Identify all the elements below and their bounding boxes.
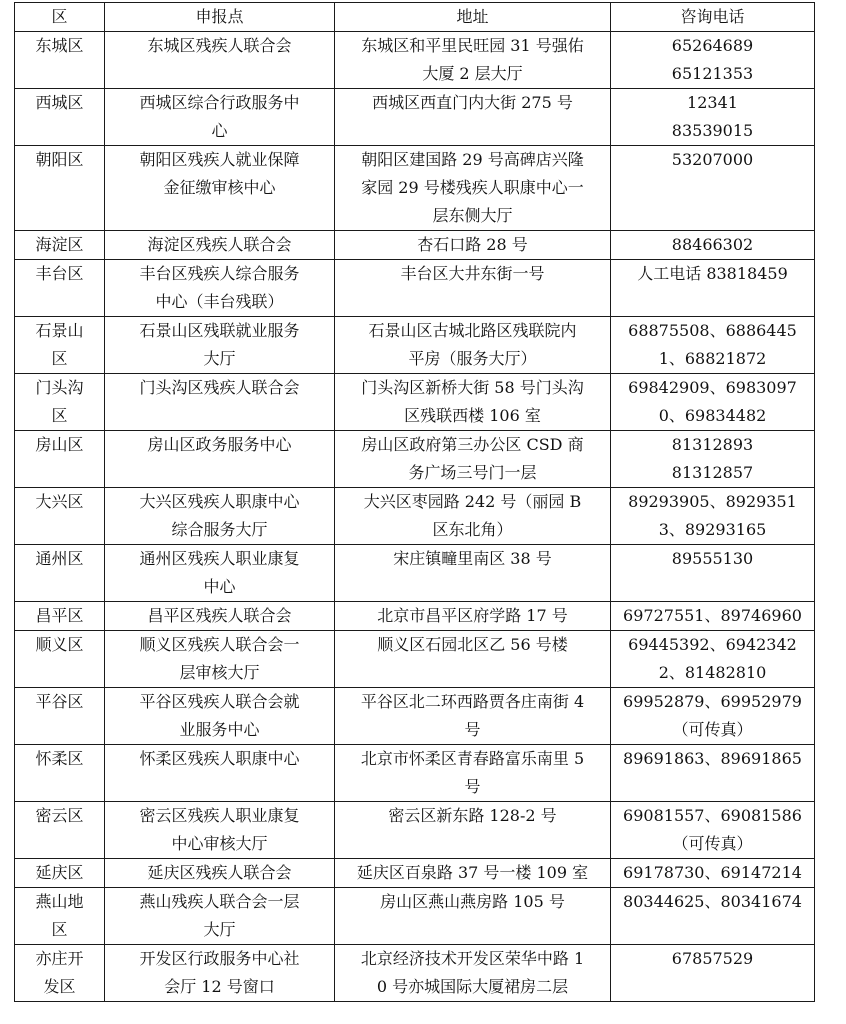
cell-district — [15, 888, 105, 945]
cell-office-line: 房山区政务服务中心 — [147, 435, 292, 454]
cell-address — [335, 260, 611, 317]
cell-office-line: 延庆区残疾人联合会 — [147, 863, 292, 882]
cell-phone-line: 67857529 — [671, 949, 754, 968]
cell-phone — [611, 888, 815, 945]
cell-office — [105, 374, 335, 431]
cell-phone — [611, 231, 815, 260]
cell-address — [335, 631, 611, 688]
cell-address — [335, 945, 611, 1002]
cell-office-line: 中心审核大厅 — [171, 834, 268, 853]
cell-address-line: 西城区西直门内大街 275 号 — [372, 93, 573, 112]
cell-office — [105, 260, 335, 317]
cell-district-line: 通州区 — [35, 549, 84, 568]
table-row — [15, 89, 815, 146]
cell-district-line: 房山区 — [35, 435, 84, 454]
cell-phone-line: 89293905、8929351 — [628, 492, 797, 511]
cell-address-line: 0 号亦城国际大厦裙房二层 — [376, 977, 569, 996]
cell-district-line: 门头沟 — [35, 378, 84, 397]
cell-district — [15, 802, 105, 859]
cell-office-line: 怀柔区残疾人职康中心 — [139, 749, 300, 768]
cell-office-line: 大厅 — [203, 349, 236, 368]
cell-phone-line: 80344625、80341674 — [623, 892, 802, 911]
cell-office — [105, 631, 335, 688]
cell-address-line: 门头沟区新桥大街 58 号门头沟 — [361, 378, 584, 397]
cell-district — [15, 317, 105, 374]
cell-address — [335, 745, 611, 802]
cell-phone-line: 65264689 — [671, 36, 754, 55]
cell-office — [105, 688, 335, 745]
cell-office-line: 东城区残疾人联合会 — [147, 36, 292, 55]
cell-district — [15, 488, 105, 545]
cell-office-line: 朝阳区残疾人就业保障 — [139, 150, 300, 169]
cell-office-line: 会厅 12 号窗口 — [164, 977, 275, 996]
cell-district-line: 燕山地 — [35, 892, 84, 911]
cell-district — [15, 231, 105, 260]
table-row — [15, 545, 815, 602]
table-row — [15, 688, 815, 745]
cell-address-line: 宋庄镇疃里南区 38 号 — [393, 549, 552, 568]
cell-office — [105, 317, 335, 374]
cell-office-line: 平谷区残疾人联合会就 — [139, 692, 300, 711]
cell-phone — [611, 545, 815, 602]
cell-phone-line: 2、81482810 — [658, 663, 767, 682]
cell-phone-line: 81312857 — [671, 463, 754, 482]
cell-address-line: 层东侧大厅 — [432, 206, 513, 225]
table-row — [15, 745, 815, 802]
table-row — [15, 260, 815, 317]
cell-address-line: 务广场三号门一层 — [408, 463, 537, 482]
cell-phone-line: 89691863、89691865 — [623, 749, 802, 768]
cell-phone-line: （可传真） — [672, 720, 753, 739]
cell-office-line: 燕山残疾人联合会一层 — [139, 892, 300, 911]
service-points-table — [14, 2, 815, 1002]
cell-address-line: 大厦 2 层大厅 — [422, 64, 523, 83]
table-row — [15, 431, 815, 488]
cell-phone — [611, 802, 815, 859]
cell-district-line: 密云区 — [35, 806, 84, 825]
cell-phone-line: 0、69834482 — [658, 406, 767, 425]
cell-district-line: 怀柔区 — [35, 749, 84, 768]
cell-address-line: 号 — [464, 720, 481, 739]
cell-phone — [611, 488, 815, 545]
cell-office — [105, 545, 335, 602]
cell-office — [105, 231, 335, 260]
cell-phone-line: 69445392、6942342 — [628, 635, 797, 654]
cell-address — [335, 488, 611, 545]
cell-district-line: 西城区 — [35, 93, 84, 112]
cell-office — [105, 945, 335, 1002]
cell-phone-line: 68875508、6886445 — [628, 321, 797, 340]
cell-office — [105, 859, 335, 888]
cell-address-line: 顺义区石园北区乙 56 号楼 — [377, 635, 568, 654]
cell-district — [15, 374, 105, 431]
cell-office-line: 丰台区残疾人综合服务 — [139, 264, 300, 283]
cell-phone-line: 53207000 — [671, 150, 754, 169]
cell-address-line: 大兴区枣园路 242 号（丽园 B — [363, 492, 582, 511]
cell-phone-line: 81312893 — [671, 435, 754, 454]
table-row — [15, 488, 815, 545]
cell-address — [335, 89, 611, 146]
cell-office-line: 心 — [211, 121, 228, 140]
cell-office — [105, 888, 335, 945]
cell-address — [335, 859, 611, 888]
table-row — [15, 802, 815, 859]
table-row — [15, 32, 815, 89]
cell-district — [15, 260, 105, 317]
header-address: 地址 — [335, 3, 611, 32]
cell-phone-line: 3、89293165 — [658, 520, 767, 539]
cell-office-line: 门头沟区残疾人联合会 — [139, 378, 300, 397]
cell-address-line: 家园 29 号楼残疾人职康中心一 — [361, 178, 584, 197]
cell-phone — [611, 631, 815, 688]
cell-address-line: 区残联西楼 106 室 — [404, 406, 541, 425]
header-phone: 咨询电话 — [611, 3, 815, 32]
cell-district — [15, 745, 105, 802]
cell-district — [15, 545, 105, 602]
cell-district — [15, 89, 105, 146]
cell-office — [105, 89, 335, 146]
cell-address — [335, 688, 611, 745]
table-row — [15, 374, 815, 431]
table-row — [15, 602, 815, 631]
table-header-row — [15, 3, 815, 32]
cell-phone-line: 69178730、69147214 — [623, 863, 802, 882]
cell-office-line: 密云区残疾人职业康复 — [139, 806, 300, 825]
cell-phone-line: 69842909、6983097 — [628, 378, 797, 397]
cell-district-line: 海淀区 — [35, 235, 84, 254]
cell-district — [15, 602, 105, 631]
cell-office-line: 金征缴审核中心 — [163, 178, 276, 197]
cell-address — [335, 602, 611, 631]
cell-phone — [611, 859, 815, 888]
cell-address — [335, 431, 611, 488]
cell-office — [105, 146, 335, 231]
cell-district — [15, 945, 105, 1002]
cell-district-line: 顺义区 — [35, 635, 84, 654]
cell-district — [15, 859, 105, 888]
cell-address — [335, 802, 611, 859]
cell-district — [15, 688, 105, 745]
cell-phone — [611, 602, 815, 631]
cell-office-line: 海淀区残疾人联合会 — [147, 235, 292, 254]
cell-phone — [611, 146, 815, 231]
cell-phone-line: 12341 — [687, 93, 738, 112]
cell-office-line: 顺义区残疾人联合会一 — [139, 635, 300, 654]
cell-address-line: 平谷区北二环西路贾各庄南街 4 — [360, 692, 585, 711]
cell-district — [15, 32, 105, 89]
cell-office-line: 大兴区残疾人职康中心 — [139, 492, 300, 511]
cell-phone-line: 89555130 — [671, 549, 754, 568]
cell-district — [15, 631, 105, 688]
cell-address-line: 杏石口路 28 号 — [417, 235, 528, 254]
cell-address — [335, 374, 611, 431]
cell-phone-line: 83539015 — [671, 121, 754, 140]
cell-office — [105, 745, 335, 802]
cell-office-line: 昌平区残疾人联合会 — [147, 606, 292, 625]
cell-address — [335, 545, 611, 602]
cell-office-line: 综合服务大厅 — [171, 520, 268, 539]
cell-district-line: 东城区 — [35, 36, 84, 55]
cell-office-line: 中心 — [203, 577, 236, 596]
cell-district-line: 石景山 — [35, 321, 84, 340]
cell-office-line: 业服务中心 — [179, 720, 260, 739]
cell-office — [105, 431, 335, 488]
cell-district-line: 平谷区 — [35, 692, 84, 711]
cell-office — [105, 802, 335, 859]
cell-district-line: 朝阳区 — [35, 150, 84, 169]
cell-address-line: 号 — [464, 777, 481, 796]
cell-office — [105, 32, 335, 89]
cell-address — [335, 146, 611, 231]
cell-phone-line: 69727551、89746960 — [623, 606, 802, 625]
cell-phone — [611, 32, 815, 89]
cell-address-line: 北京经济技术开发区荣华中路 1 — [360, 949, 585, 968]
cell-district-line: 区 — [51, 920, 68, 939]
cell-address-line: 朝阳区建国路 29 号高碑店兴隆 — [361, 150, 584, 169]
cell-office-line: 西城区综合行政服务中 — [139, 93, 300, 112]
table-row — [15, 231, 815, 260]
cell-address-line: 密云区新东路 128-2 号 — [388, 806, 557, 825]
cell-district-line: 区 — [51, 349, 68, 368]
cell-office — [105, 602, 335, 631]
cell-address-line: 房山区政府第三办公区 CSD 商 — [361, 435, 584, 454]
table-row — [15, 888, 815, 945]
cell-district — [15, 146, 105, 231]
cell-district-line: 发区 — [43, 977, 76, 996]
cell-district-line: 亦庄开 — [35, 949, 84, 968]
cell-office-line: 通州区残疾人职业康复 — [139, 549, 300, 568]
cell-phone-line: 69952879、69952979 — [623, 692, 802, 711]
cell-phone-line: 65121353 — [671, 64, 754, 83]
cell-phone-line: 1、68821872 — [658, 349, 767, 368]
cell-office-line: 中心（丰台残联） — [155, 292, 284, 311]
cell-office-line: 开发区行政服务中心社 — [139, 949, 300, 968]
table-row — [15, 945, 815, 1002]
cell-district-line: 延庆区 — [35, 863, 84, 882]
cell-office-line: 大厅 — [203, 920, 236, 939]
cell-address-line: 平房（服务大厅） — [408, 349, 537, 368]
cell-office-line: 石景山区残联就业服务 — [139, 321, 300, 340]
cell-phone — [611, 688, 815, 745]
cell-phone — [611, 374, 815, 431]
cell-office — [105, 488, 335, 545]
cell-address — [335, 317, 611, 374]
table-row — [15, 146, 815, 231]
header-office: 申报点 — [105, 3, 335, 32]
cell-phone — [611, 945, 815, 1002]
cell-address — [335, 32, 611, 89]
table-body — [15, 32, 815, 1002]
cell-address-line: 丰台区大井东街一号 — [400, 264, 545, 283]
cell-district-line: 大兴区 — [35, 492, 84, 511]
cell-address-line: 北京市昌平区府学路 17 号 — [377, 606, 568, 625]
cell-phone-line: （可传真） — [672, 834, 753, 853]
cell-address-line: 延庆区百泉路 37 号一楼 109 室 — [356, 863, 589, 882]
cell-phone — [611, 431, 815, 488]
table-row — [15, 317, 815, 374]
cell-phone — [611, 745, 815, 802]
cell-district — [15, 431, 105, 488]
cell-phone — [611, 89, 815, 146]
cell-office-line: 层审核大厅 — [179, 663, 260, 682]
cell-address — [335, 888, 611, 945]
cell-phone-line: 人工电话 83818459 — [637, 264, 788, 283]
header-district: 区 — [15, 3, 105, 32]
cell-address — [335, 231, 611, 260]
cell-phone-line: 69081557、69081586 — [623, 806, 802, 825]
cell-address-line: 石景山区古城北路区残联院内 — [368, 321, 577, 340]
cell-phone — [611, 260, 815, 317]
cell-district-line: 昌平区 — [35, 606, 84, 625]
cell-district-line: 区 — [51, 406, 68, 425]
table-row — [15, 859, 815, 888]
cell-district-line: 丰台区 — [35, 264, 84, 283]
cell-phone — [611, 317, 815, 374]
table-row — [15, 631, 815, 688]
cell-address-line: 北京市怀柔区青春路富乐南里 5 — [360, 749, 585, 768]
cell-address-line: 东城区和平里民旺园 31 号强佑 — [361, 36, 584, 55]
cell-phone-line: 88466302 — [671, 235, 754, 254]
cell-address-line: 区东北角） — [432, 520, 513, 539]
cell-address-line: 房山区燕山燕房路 105 号 — [380, 892, 565, 911]
